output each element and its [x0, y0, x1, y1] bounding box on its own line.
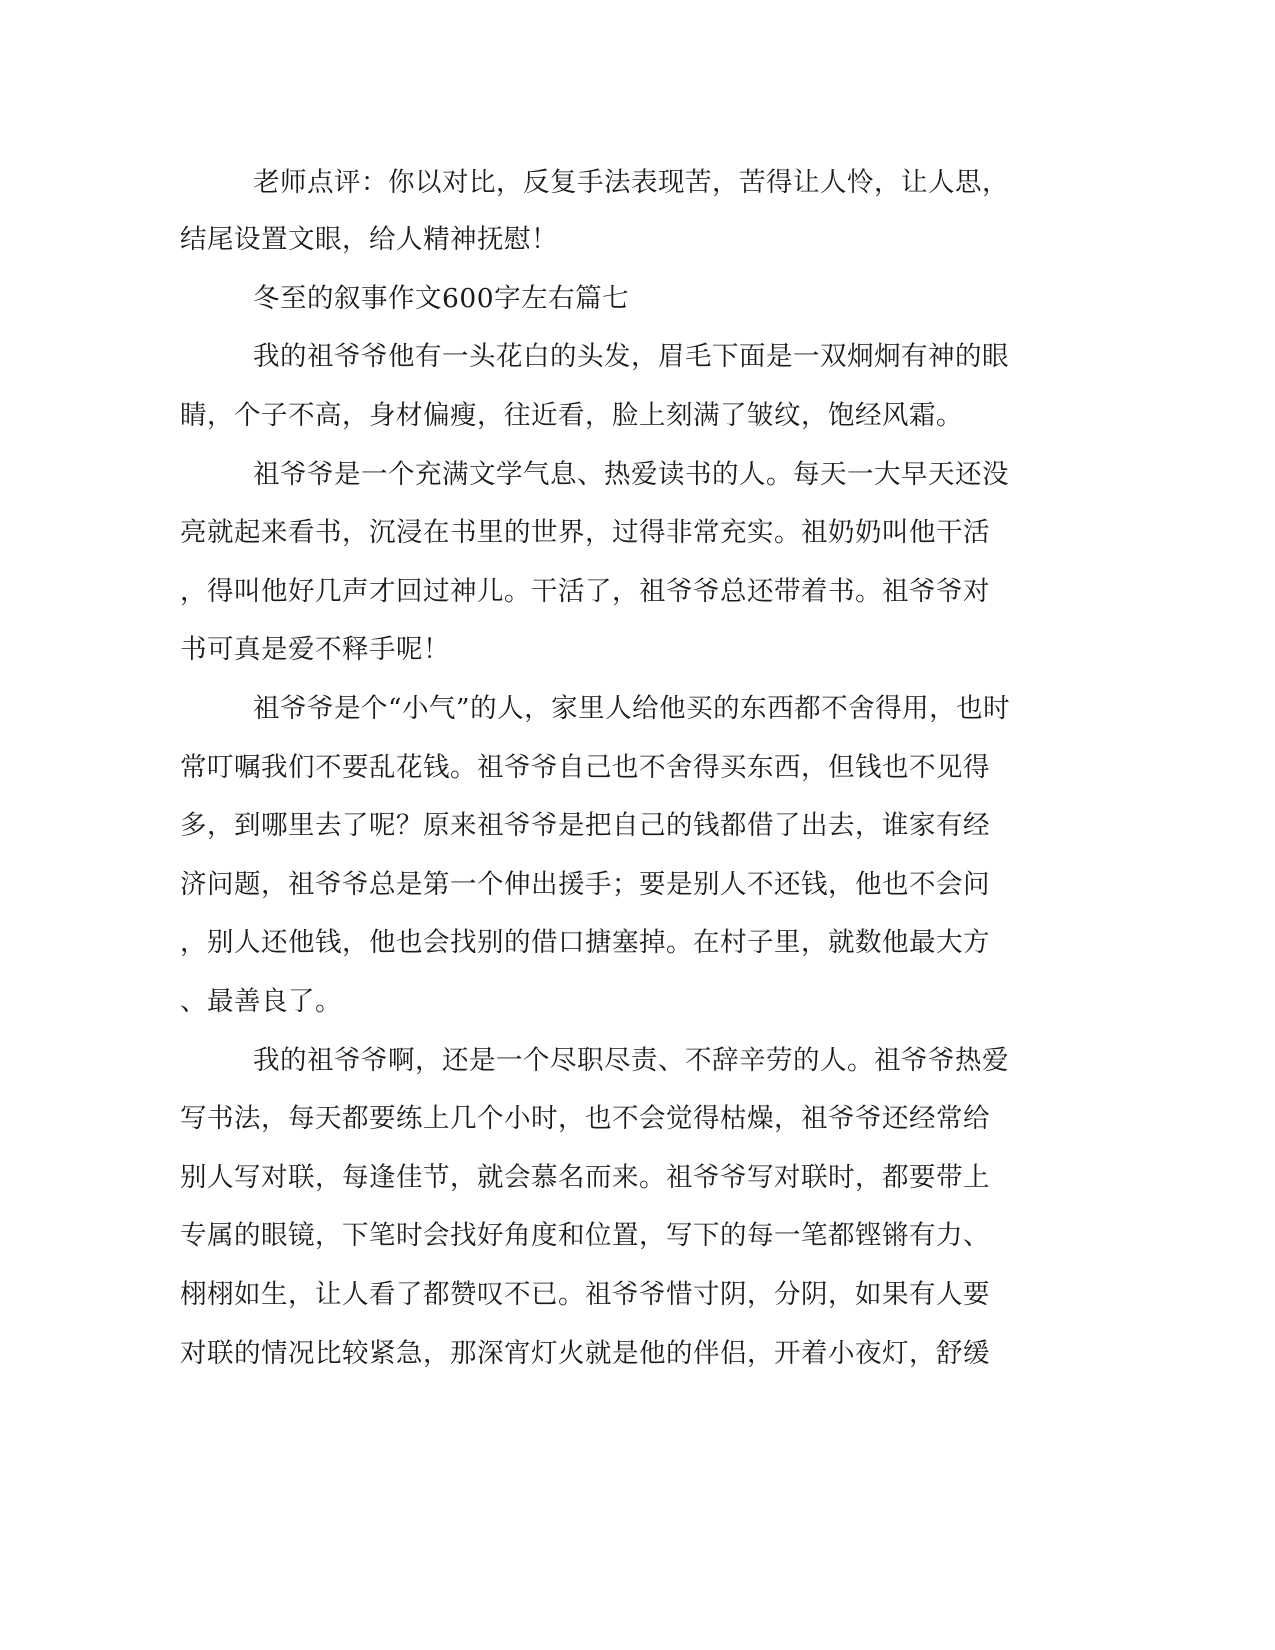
section-heading: 冬至的叙事作文600字左右篇七 — [253, 283, 630, 314]
text-line: 济问题，祖爷爷总是第一个伸出援手；要是别人不还钱，他也不会问 — [180, 869, 990, 900]
text-line: 对联的情况比较紧急，那深宵灯火就是他的伴侣，开着小夜灯，舒缓 — [180, 1338, 990, 1369]
text-line: 常叮嘱我们不要乱花钱。祖爷爷自己也不舍得买东西，但钱也不见得 — [180, 752, 990, 783]
text-line: 睛，个子不高，身材偏瘦，往近看，脸上刻满了皱纹，饱经风霜。 — [180, 400, 963, 431]
text-line: 写书法，每天都要练上几个小时，也不会觉得枯燥，祖爷爷还经常给 — [180, 1103, 990, 1134]
text-line: 老师点评：你以对比，反复手法表现苦，苦得让人怜，让人思， — [253, 167, 1009, 198]
text-line: 别人写对联，每逢佳节，就会慕名而来。祖爷爷写对联时，都要带上 — [180, 1162, 990, 1193]
text-line: 栩栩如生，让人看了都赞叹不已。祖爷爷惜寸阴，分阴，如果有人要 — [180, 1279, 990, 1310]
text-line: 专属的眼镜，下笔时会找好角度和位置，写下的每一笔都铿锵有力、 — [180, 1220, 990, 1251]
text-line: 祖爷爷是个“小气”的人，家里人给他买的东西都不舍得用，也时 — [253, 693, 1011, 724]
text-line: 书可真是爱不释手呢！ — [180, 634, 450, 665]
text-line: ，别人还他钱，他也会找别的借口搪塞掉。在村子里，就数他最大方 — [180, 927, 990, 958]
text-line: 、最善良了。 — [180, 986, 342, 1017]
text-line: 我的祖爷爷啊，还是一个尽职尽责、不辞辛劳的人。祖爷爷热爱 — [253, 1045, 1009, 1076]
text-line: 多，到哪里去了呢？原来祖爷爷是把自己的钱都借了出去，谁家有经 — [180, 810, 990, 841]
text-line: 亮就起来看书，沉浸在书里的世界，过得非常充实。祖奶奶叫他干活 — [180, 517, 990, 548]
text-line: ，得叫他好几声才回过神儿。干活了，祖爷爷总还带着书。祖爷爷对 — [180, 576, 990, 607]
text-line: 祖爷爷是一个充满文学气息、热爱读书的人。每天一大早天还没 — [253, 459, 1009, 490]
text-line: 我的祖爷爷他有一头花白的头发，眉毛下面是一双炯炯有神的眼 — [253, 341, 1009, 372]
text-line: 结尾设置文眼，给人精神抚慰！ — [180, 224, 558, 255]
